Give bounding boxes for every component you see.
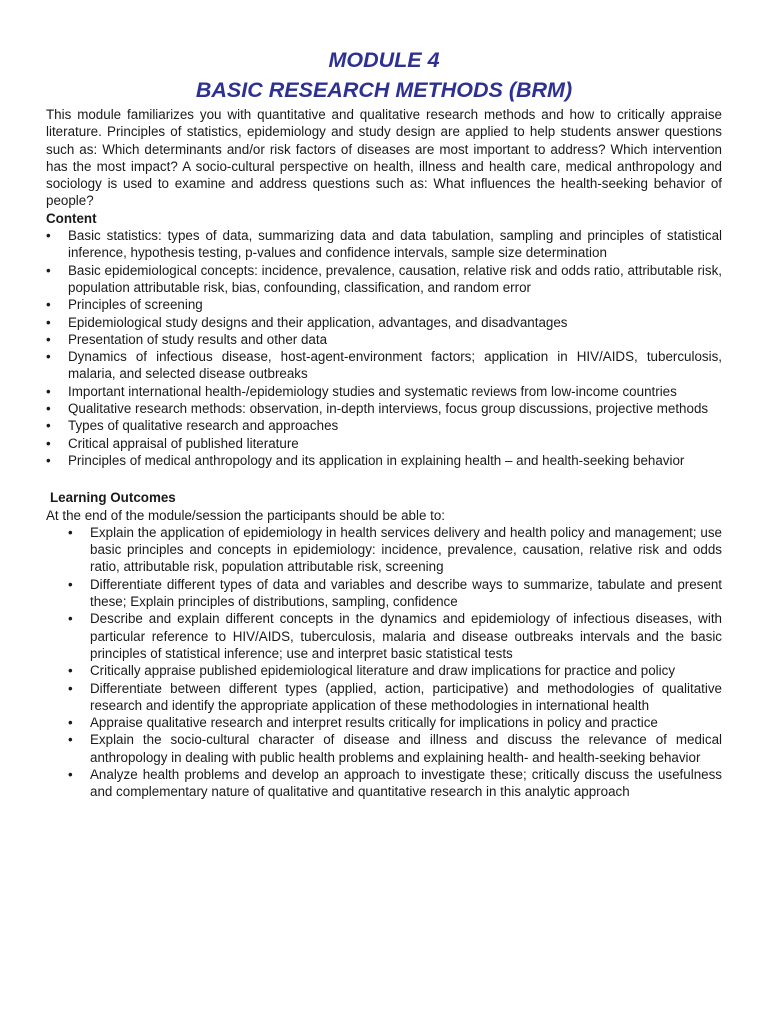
bullet-icon: • — [46, 452, 51, 468]
bullet-icon: • — [46, 331, 51, 347]
list-item: • Differentiate between different types (applied, action, participative) and methodologies of qualitative research and identify the appropriate application of these methodologies in international health — [68, 680, 722, 713]
module-title: BASIC RESEARCH METHODS (BRM) — [195, 78, 573, 102]
bullet-icon: • — [68, 611, 73, 627]
list-item: • Critical appraisal of published literature — [46, 435, 299, 451]
learning-outcomes-list — [46, 524, 722, 801]
bullet-icon: • — [46, 435, 51, 451]
content-heading: Content — [46, 210, 97, 226]
list-item: • Dynamics of infectious disease, host-agent-environment factors; application in HIV/AIDS, tuberculosis, malaria, and selected disease outbreaks — [46, 349, 722, 382]
bullet-icon: • — [46, 418, 51, 434]
list-item: • Important international health-/epidemiology studies and systematic reviews from low-income countries — [46, 383, 677, 399]
content-list — [46, 227, 722, 469]
bullet-icon: • — [46, 228, 51, 244]
list-item: • Critically appraise published epidemiological literature and draw implications for practice and policy — [68, 663, 676, 679]
bullet-icon: • — [46, 314, 51, 330]
bullet-icon: • — [68, 715, 73, 731]
list-item: • Explain the application of epidemiology in health services delivery and health policy and management; use basic principles and concepts in epidemiology: incidence, prevalence, causation, relative risk and odds ratio, attributable risk, population attributable risk, screening — [68, 524, 722, 575]
bullet-icon: • — [46, 401, 51, 417]
bullet-icon: • — [68, 680, 73, 696]
module-intro: This module familiarizes you with quantitative and qualitative research methods and how to critically appraise literature. Principles of statistics, epidemiology and study design are applied to help students answer questions such as: Which determinants and/or risk factors of diseases are most important to address? Which intervention has the most impact? A socio-cultural perspective on health, illness and health care, medical anthropology and sociology is used to examine and address questions such as: What influences the health-seeking behavior of people? — [46, 107, 722, 209]
list-item: • Differentiate different types of data and variables and describe ways to summarize, tabulate and present these; Explain principles of distributions, sampling, confidence — [68, 576, 722, 610]
bullet-icon: • — [46, 262, 51, 278]
list-item: • Principles of screening — [46, 297, 203, 313]
bullet-icon: • — [46, 349, 51, 365]
list-item: • Explain the socio-cultural character of disease and illness and discuss the relevance of medical anthropology in dealing with public health problems and explaining health- and health-seeking behavior — [68, 732, 722, 765]
list-item: • Qualitative research methods: observation, in-depth interviews, focus group discussions, projective methods — [46, 401, 709, 417]
list-item: • Analyze health problems and develop an approach to investigate these; critically discuss the usefulness and complementary nature of qualitative and quantitative research in this analytic approach — [68, 766, 722, 800]
bullet-icon: • — [68, 766, 73, 782]
bullet-icon: • — [68, 576, 73, 592]
list-item: • Basic epidemiological concepts: incidence, prevalence, causation, relative risk and odds ratio, attributable risk, population attributable risk, bias, confounding, classification, and random error — [46, 262, 722, 295]
list-item: • Principles of medical anthropology and its application in explaining health – and health-seeking behavior — [46, 452, 685, 468]
list-item: • Appraise qualitative research and interpret results critically for implications in policy and practice — [68, 715, 658, 731]
learning-outcomes-intro: At the end of the module/session the participants should be able to: — [46, 507, 446, 523]
list-item: • Basic statistics: types of data, summarizing data and data tabulation, sampling and principles of statistical inference, hypothesis testing, p-values and confidence intervals, sample size determination — [46, 228, 722, 261]
module-number: MODULE 4 — [328, 48, 440, 72]
learning-outcomes-heading: Learning Outcomes — [50, 490, 176, 506]
bullet-icon: • — [46, 297, 51, 313]
list-item: • Epidemiological study designs and their application, advantages, and disadvantages — [46, 314, 568, 330]
list-item: • Describe and explain different concepts in the dynamics and epidemiology of infectious diseases, with particular reference to HIV/AIDS, tuberculosis, malaria and disease outbreaks intervals and the basic principles of statistical inference; use and interpret basic statistical tests — [68, 611, 722, 661]
list-item: • Presentation of study results and other data — [46, 331, 328, 347]
bullet-icon: • — [68, 732, 73, 748]
list-item: • Types of qualitative research and approaches — [46, 418, 339, 434]
bullet-icon: • — [46, 383, 51, 399]
bullet-icon: • — [68, 663, 73, 679]
bullet-icon: • — [68, 524, 73, 540]
